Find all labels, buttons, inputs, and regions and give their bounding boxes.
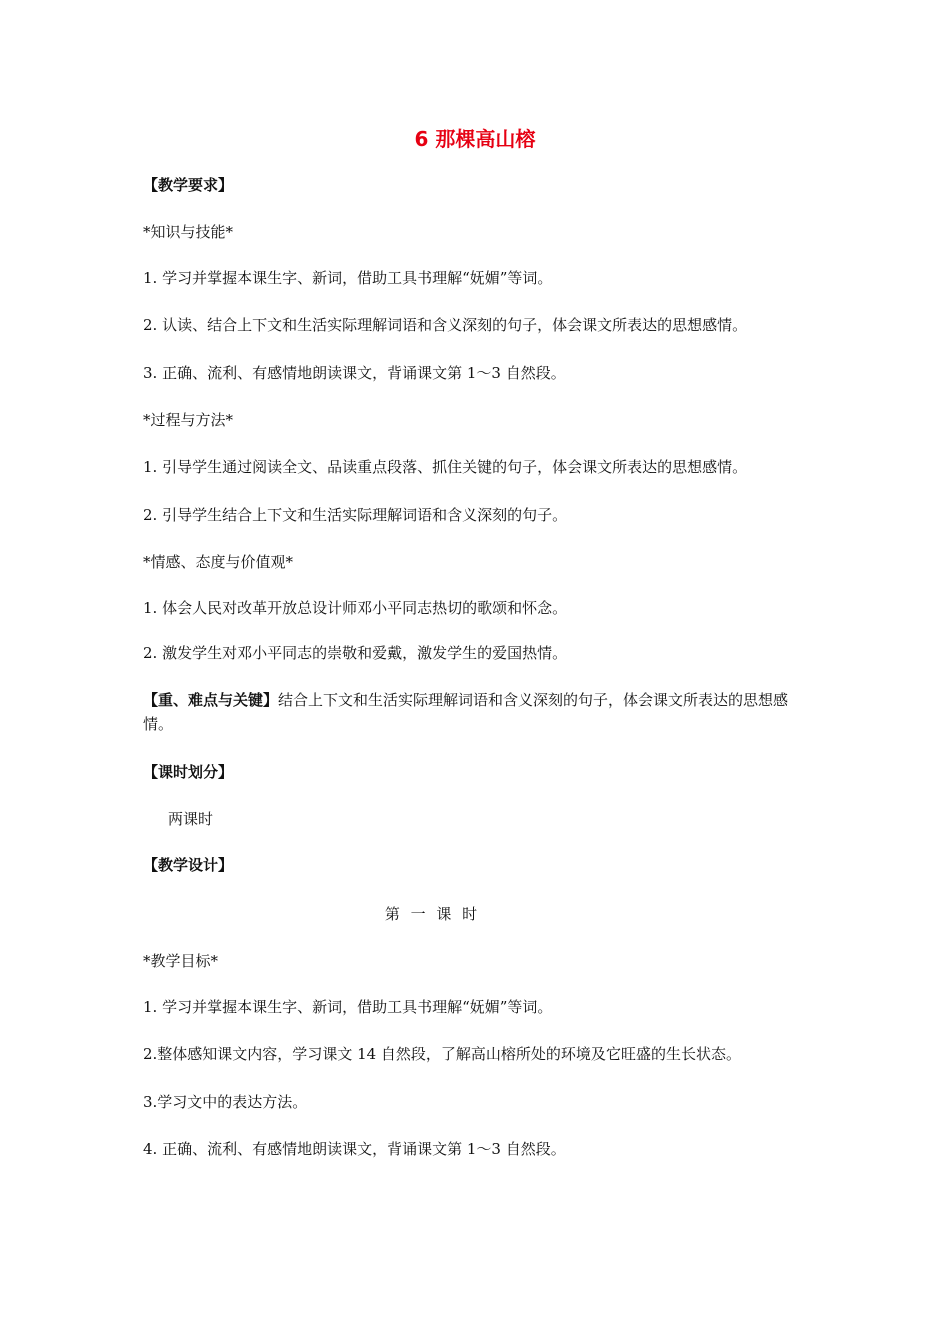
knowledge-item: 2. 认读、结合上下文和生活实际理解词语和含义深刻的句子，体会课文所表达的思想感情。	[143, 316, 748, 334]
objectives-heading: *教学目标*	[143, 952, 219, 970]
lesson-one-heading: 第 一 课 时	[384, 905, 481, 923]
process-item: 1. 引导学生通过阅读全文、品读重点段落、抓住关键的句子，体会课文所表达的思想感情。	[143, 458, 748, 476]
objective-item: 2.整体感知课文内容，学习课文 14 自然段，了解高山榕所处的环境及它旺盛的生长状态。	[143, 1045, 741, 1063]
design-heading: 【教学设计】	[143, 856, 234, 874]
emotion-heading: *情感、态度与价值观*	[143, 553, 294, 571]
page-title: 6 那棵高山榕	[414, 127, 536, 151]
knowledge-item: 1. 学习并掌握本课生字、新词，借助工具书理解“妩媚”等词。	[143, 269, 553, 287]
requirements-heading: 【教学要求】	[143, 176, 234, 194]
emotion-item: 1. 体会人民对改革开放总设计师邓小平同志热切的歌颂和怀念。	[143, 599, 568, 617]
knowledge-heading: *知识与技能*	[143, 223, 234, 241]
objective-item: 4. 正确、流利、有感情地朗读课文，背诵课文第 1～3 自然段。	[143, 1140, 566, 1158]
key-points-text: 结合上下文和生活实际理解词语和含义深刻的句子，体会课文所表达的思想感情。	[143, 691, 789, 733]
objective-item: 3.学习文中的表达方法。	[143, 1093, 308, 1111]
process-item: 2. 引导学生结合上下文和生活实际理解词语和含义深刻的句子。	[143, 506, 568, 524]
schedule-text: 两课时	[168, 810, 214, 828]
process-heading: *过程与方法*	[143, 411, 234, 429]
key-points-paragraph	[143, 688, 808, 736]
emotion-item: 2. 激发学生对邓小平同志的崇敬和爱戴，激发学生的爱国热情。	[143, 644, 568, 662]
knowledge-item: 3. 正确、流利、有感情地朗读课文，背诵课文第 1～3 自然段。	[143, 364, 566, 382]
schedule-heading: 【课时划分】	[143, 763, 234, 781]
objective-item: 1. 学习并掌握本课生字、新词，借助工具书理解“妩媚”等词。	[143, 998, 553, 1016]
key-points-label: 【重、难点与关键】	[143, 691, 279, 709]
